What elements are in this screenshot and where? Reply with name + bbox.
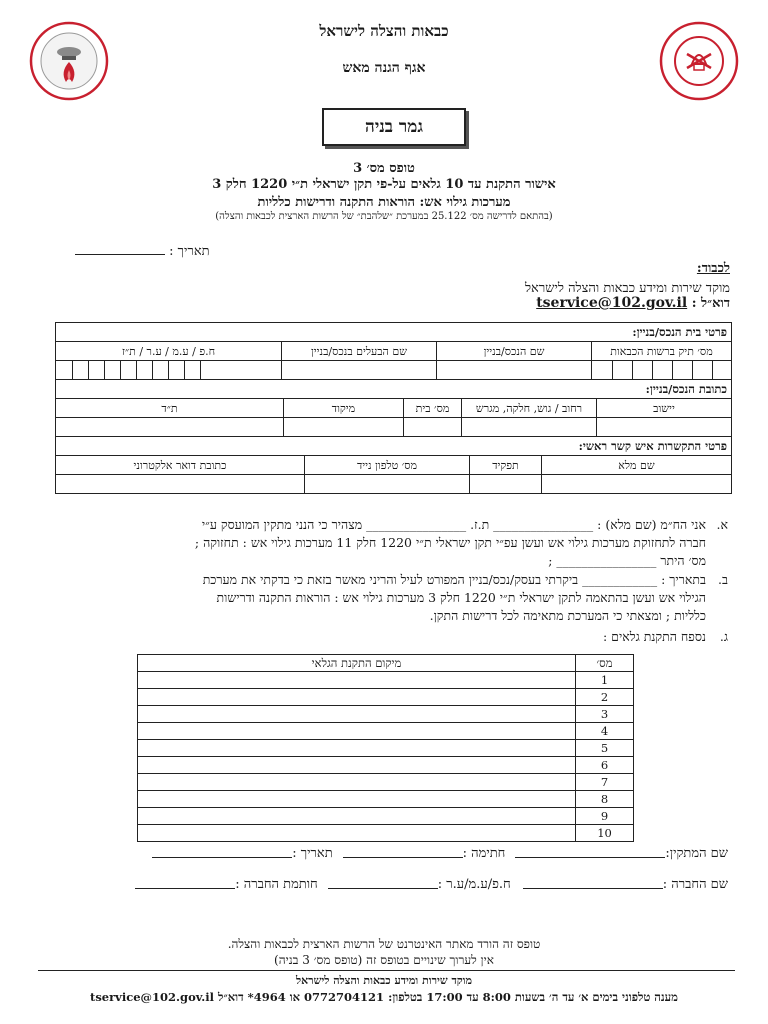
header-role: תפקיד: [469, 456, 541, 474]
header-street: רחוב / גוש, חלקה, מגרש: [461, 399, 596, 417]
header-owner-name: שם הבעלים בנכס/בניין: [281, 342, 436, 360]
table-row: [138, 773, 633, 790]
company-stamp-label: חותמת החברה :: [235, 877, 318, 892]
header-full-name: שם מלא: [541, 456, 731, 474]
email-label: דוא״ל :: [691, 296, 730, 311]
form-subtitle-standard: מערכות גילוי אש: הוראות התקנה ודרישות כלליות: [257, 195, 511, 210]
date-label: תאריך :: [169, 244, 210, 259]
property-name-input[interactable]: [436, 361, 591, 379]
row-number: 4: [575, 723, 633, 739]
company-id-label: ח.פ/ע.מ/ע.ר :: [437, 877, 511, 892]
house-number-input[interactable]: [403, 418, 461, 436]
header-id-number: ח.פ / ע.מ / ע.ר / ת״ז: [121, 344, 216, 358]
location-input[interactable]: [138, 825, 575, 841]
section-property-title: פרטי בית הנכס/בניין:: [632, 325, 727, 339]
address-header-row: [56, 398, 731, 417]
declaration-b-line2: הגילוי אש ועשן בהתאמה לתקן ישראלי ת״י 1220 חלק 3 מערכות גילוי אש : הוראות התקנה ודרישות: [216, 590, 706, 605]
form-title: גמר בניה: [365, 117, 423, 137]
row-number: 8: [575, 791, 633, 807]
location-input[interactable]: [138, 706, 575, 722]
signature-input[interactable]: [343, 845, 463, 858]
declaration-a-line2: חברה לתחזוקת מערכות גילוי אש ועשן עפ״י תקן ישראלי ת״י 1220 חלק 11 מערכות גילוי אש : תחזוקה ;: [194, 535, 706, 550]
header-zip: מיקוד: [283, 399, 403, 417]
declaration-b-line1: בתאריך : ____________ ביקרתי בעסק/נכס/בניין המפורט לעיל והריני מאשר בזאת כי בדקתי את מערכת: [202, 572, 706, 587]
row-number: 9: [575, 808, 633, 824]
city-input[interactable]: [596, 418, 731, 436]
table-row: [138, 824, 633, 841]
company-id-input[interactable]: [328, 876, 438, 889]
table-row: [138, 739, 633, 756]
footer-edit-note: אין לערוך שינויים בטופס זה (טופס מס׳ 3 בניה): [274, 953, 494, 967]
declaration-a-label: א.: [716, 517, 728, 532]
header-mobile: מס׳ טלפון נייד: [304, 456, 469, 474]
footer-download-note: טופס זה הורד מאתר האינטרנט של הרשות הארצית לכבאות והצלה.: [227, 937, 541, 951]
address-values-row: [56, 417, 731, 436]
row-number: 6: [575, 757, 633, 773]
section-contact-title: פרטי התקשרות איש קשר ראשי:: [578, 439, 727, 453]
detector-installation-table: [137, 654, 634, 842]
header-house-number: מס׳ בית: [403, 399, 461, 417]
email-input[interactable]: [56, 475, 304, 493]
form-subtitle: אישור התקנת עד 10 גלאים על-פי תקן ישראלי ת״י 1220 חלק 3: [212, 177, 556, 192]
row-number: 10: [575, 825, 633, 841]
footer-contact-hours: מענה טלפוני בימים א׳ עד ה׳ בשעות 8:00 עד 17:00 בטלפון: 0772704121 או 4964* דוא״ל tservice@102.gov.il: [90, 990, 678, 1004]
footer-org: מוקד שירות ומידע כבאות והצלה לישראל: [295, 974, 473, 987]
id-number-digits[interactable]: [56, 361, 281, 379]
footer-divider: [38, 970, 735, 971]
signature-label: חתימה :: [462, 846, 506, 861]
header-po-box: ת״ד: [161, 401, 178, 415]
location-input[interactable]: [138, 723, 575, 739]
location-input[interactable]: [138, 689, 575, 705]
recipient-label: לכבוד:: [696, 261, 730, 276]
row-number: 7: [575, 774, 633, 790]
email-link[interactable]: tservice@102.gov.il: [536, 295, 688, 311]
location-input[interactable]: [138, 672, 575, 688]
installer-name-input[interactable]: [515, 845, 665, 858]
declaration-b-line3: כלליות ; ומצאתי כי המערכת מתאימה לכל דרישות התקן.: [429, 608, 706, 623]
property-details-table: [55, 322, 732, 494]
section-property-address: [56, 379, 731, 398]
company-stamp-input[interactable]: [135, 876, 235, 889]
header-property-name: שם הנכס/בניין: [436, 342, 591, 360]
form-number: טופס מס׳ 3: [353, 161, 415, 176]
table-row: [138, 671, 633, 688]
table-row: [138, 756, 633, 773]
declaration-a-line3: מס׳ היתר ________________ ;: [548, 553, 706, 568]
date-input-line[interactable]: [75, 242, 165, 255]
table-row: [138, 807, 633, 824]
signature-date-input[interactable]: [152, 845, 292, 858]
street-input[interactable]: [461, 418, 596, 436]
declaration-a: [38, 516, 728, 570]
declaration-c-label: ג.: [719, 629, 728, 644]
header-location: מיקום התקנת הגלאי: [311, 656, 402, 670]
section-main-contact: [56, 436, 731, 455]
row-number: 3: [575, 706, 633, 722]
full-name-input[interactable]: [541, 475, 731, 493]
declaration-c-line1: נספח התקנת גלאים :: [603, 629, 706, 644]
po-box-input[interactable]: [56, 418, 283, 436]
installer-name-label: שם המתקין:: [665, 846, 728, 861]
company-name-input[interactable]: [523, 876, 663, 889]
owner-name-input[interactable]: [281, 361, 436, 379]
row-number: 2: [575, 689, 633, 705]
row-number: 1: [575, 672, 633, 688]
property-values-row: [56, 360, 731, 379]
recipient-name: מוקד שירות ומידע כבאות והצלה לישראל: [524, 281, 730, 296]
property-header-row: [56, 341, 731, 360]
detector-table-header: [138, 655, 633, 671]
dept-title: אגף הגנה מאש: [342, 60, 426, 76]
declaration-b: [38, 571, 728, 625]
header-city: יישוב: [596, 399, 731, 417]
company-name-label: שם החברה :: [662, 877, 728, 892]
location-input[interactable]: [138, 774, 575, 790]
declaration-b-label: ב.: [718, 572, 728, 587]
recipient-email-line: [536, 295, 730, 311]
header-email: כתובת דואר אלקטרוני: [133, 458, 227, 472]
form-title-box: [322, 108, 466, 146]
section-property-details: [56, 323, 731, 341]
zip-input[interactable]: [283, 418, 403, 436]
row-number: 5: [575, 740, 633, 756]
mobile-input[interactable]: [304, 475, 469, 493]
org-title: כבאות והצלה לישראל: [319, 22, 449, 40]
location-input[interactable]: [138, 791, 575, 807]
header-file-number: מס׳ תיק ברשות הכבאות: [591, 342, 731, 360]
location-input[interactable]: [138, 740, 575, 756]
form-note: (בהתאם לדרישה מס׳ 25.122 במערכת ״שלהבת״ של הרשות הארצית לכבאות והצלה): [215, 211, 553, 222]
signature-date-label: תאריך :: [292, 846, 333, 861]
section-address-title: כתובת הנכס/בניין:: [645, 382, 727, 396]
company-signature-row: [38, 876, 728, 892]
table-row: [138, 722, 633, 739]
declaration-c: [38, 628, 728, 646]
contact-values-row: [56, 474, 731, 493]
role-input[interactable]: [469, 475, 541, 493]
table-row: [138, 790, 633, 807]
declaration-a-line1: אני הח״מ (שם מלא) : ________________ ת.ז. ________________ מצהיר כי הנני מתקין המועסק ע״י: [201, 517, 706, 532]
contact-header-row: [56, 455, 731, 474]
table-row: [138, 688, 633, 705]
location-input[interactable]: [138, 757, 575, 773]
header-number: מס׳: [575, 655, 633, 671]
date-field[interactable]: [75, 242, 210, 259]
table-row: [138, 705, 633, 722]
file-number-digits[interactable]: [591, 361, 731, 379]
installer-signature-row: [38, 845, 728, 861]
location-input[interactable]: [138, 808, 575, 824]
